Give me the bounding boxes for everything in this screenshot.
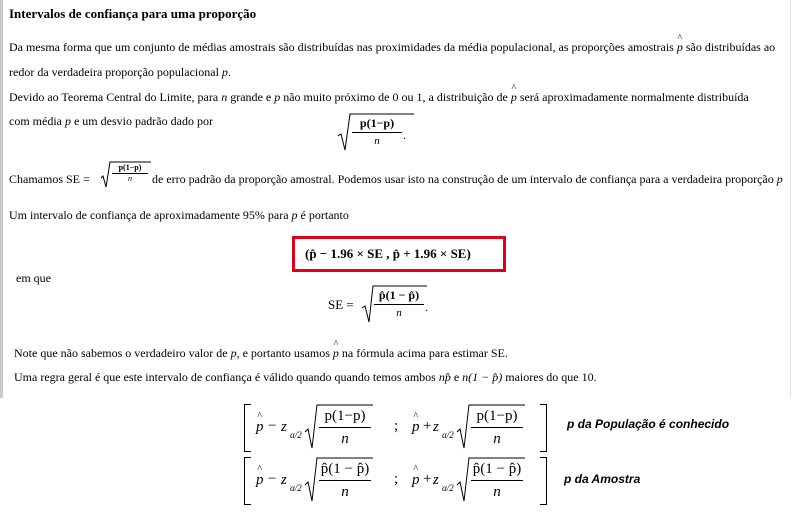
se-fraction-bar: [374, 304, 424, 305]
em-que-label: em que: [16, 271, 51, 285]
fraction-bar: [319, 427, 371, 428]
right-bracket: [540, 404, 547, 452]
phat-glyph: ^ p: [412, 472, 420, 489]
z-symbol: z: [433, 419, 439, 435]
interval-formula-population: [244, 402, 554, 452]
z-symbol: z: [281, 472, 287, 488]
alpha-half-subscript: α/2: [290, 430, 302, 440]
para4-text-b: é portanto: [300, 208, 349, 222]
semicolon: ;: [394, 418, 399, 434]
alpha-half-subscript: α/2: [442, 483, 454, 493]
denominator: n: [341, 431, 349, 447]
para6-text-c: maiores do que 10.: [505, 370, 597, 384]
se-denominator: n: [396, 307, 402, 319]
sd-period: .: [403, 128, 406, 142]
para1-text-c: redor da verdadeira proporção populacional: [9, 65, 219, 79]
plus-sign: +: [423, 418, 432, 434]
minus-sign: −: [268, 418, 277, 434]
para2-text-f: e um desvio padrão dado por: [73, 114, 213, 128]
para5-text-b: , e portanto usamos: [236, 346, 330, 360]
para2-text-a: Devido ao Teorema Central do Limite, para: [9, 90, 219, 104]
plus-sign: +: [423, 471, 432, 487]
sd-fraction-bar: [352, 132, 402, 133]
se-period: .: [425, 300, 428, 314]
denominator: n: [493, 431, 501, 447]
phat-glyph: ^ p: [256, 472, 264, 489]
phat-symbol: [412, 419, 420, 436]
para2-text-d: será aproximadamente normalmente distribuída: [519, 90, 749, 104]
z-symbol: z: [281, 419, 287, 435]
sd-numerator: p(1−p): [359, 116, 395, 130]
para6-text-b: e: [453, 370, 460, 384]
paragraph-1-line-1: [9, 40, 775, 54]
para1-text-d: .: [227, 65, 231, 79]
sd-denominator: n: [374, 135, 380, 147]
para3-text-b: de erro padrão da proporção amostral. Podemos usar isto na construção de um intervalo de confiança para a verdadeira proporção: [152, 172, 774, 186]
paragraph-3-line: [152, 172, 783, 186]
paragraph-2-line-1: [9, 90, 749, 104]
phat-glyph: ^ p: [412, 419, 420, 436]
left-border: [0, 0, 3, 398]
p-symbol: p: [230, 346, 237, 360]
numerator: p̂(1 − p̂): [472, 461, 522, 477]
para5-text-c: na fórmula acima para estimar SE.: [341, 346, 508, 360]
p-symbol: p: [64, 114, 71, 128]
semicolon: ;: [394, 471, 399, 487]
denominator: n: [341, 484, 349, 500]
numerator: p(1−p): [324, 408, 366, 424]
se-formula: [361, 284, 433, 324]
para5-text-a: Note que não sabemos o verdadeiro valor de: [14, 346, 228, 360]
phat-symbol: ^ p: [511, 90, 517, 104]
phat-symbol: ^ p: [677, 40, 683, 54]
alpha-half-subscript: α/2: [442, 430, 454, 440]
p-symbol: p: [221, 65, 228, 79]
se-inline-denominator: n: [128, 174, 132, 183]
sd-formula: [336, 112, 416, 152]
page-title: Intervalos de confiança para uma proporção: [9, 6, 257, 21]
fraction-bar: [319, 480, 371, 481]
para2-text-e: com média: [9, 114, 62, 128]
paragraph-1-line-2: [9, 65, 231, 79]
para2-text-b: grande e: [230, 90, 272, 104]
phat-glyph: ^ p: [256, 419, 264, 436]
p-symbol: p: [776, 172, 783, 186]
right-bracket: [540, 457, 547, 505]
paragraph-6: [14, 370, 597, 384]
alpha-half-subscript: α/2: [290, 483, 302, 493]
minus-sign: −: [268, 471, 277, 487]
phat-symbol: [412, 472, 420, 489]
se-numerator: p̂(1 − p̂): [378, 288, 420, 302]
paragraph-5: [14, 346, 508, 360]
p-symbol: p: [274, 90, 281, 104]
phat-symbol: [256, 472, 264, 489]
se-inline-formula: [100, 160, 152, 188]
se-inline-numerator: p(1−p): [118, 163, 142, 172]
n-one-minus-phat-symbol: n(1 − p̂): [462, 370, 503, 384]
numerator: p̂(1 − p̂): [320, 461, 370, 477]
p-symbol: p: [291, 208, 298, 222]
left-bracket: [244, 457, 251, 505]
se-label: SE =: [328, 297, 354, 312]
interval-formula-sample: [244, 455, 554, 505]
z-symbol: z: [433, 472, 439, 488]
label-population-known: p da População é conhecido: [567, 417, 730, 431]
para1-text-b: são distribuídas ao: [685, 40, 776, 54]
para1-text-a: Da mesma forma que um conjunto de médias amostrais são distribuídas nas proximidades da média populacional, as proporções amostrais: [9, 40, 674, 54]
denominator: n: [493, 484, 501, 500]
n-phat-symbol: np̂: [438, 370, 451, 384]
paragraph-3-text-a: Chamamos SE =: [9, 172, 90, 186]
left-bracket: [244, 404, 251, 452]
label-sample: p da Amostra: [564, 472, 641, 486]
phat-symbol: [256, 419, 264, 436]
paragraph-2-line-2: [9, 114, 213, 128]
boxed-formula: (p̂ − 1.96 × SE , p̂ + 1.96 × SE): [305, 246, 471, 261]
para6-text-a: Uma regra geral é que este intervalo de confiança é válido quando quando temos ambos: [14, 370, 436, 384]
paragraph-4: [9, 208, 349, 222]
para2-text-c: não muito próximo de 0 ou 1, a distribuição de: [283, 90, 508, 104]
fraction-bar: [471, 480, 523, 481]
numerator: p(1−p): [476, 408, 518, 424]
n-symbol: n: [221, 90, 228, 104]
right-border: [790, 0, 791, 398]
phat-symbol: ^ p: [333, 346, 339, 360]
fraction-bar: [471, 427, 523, 428]
para4-text-a: Um intervalo de confiança de aproximadamente 95% para: [9, 208, 289, 222]
